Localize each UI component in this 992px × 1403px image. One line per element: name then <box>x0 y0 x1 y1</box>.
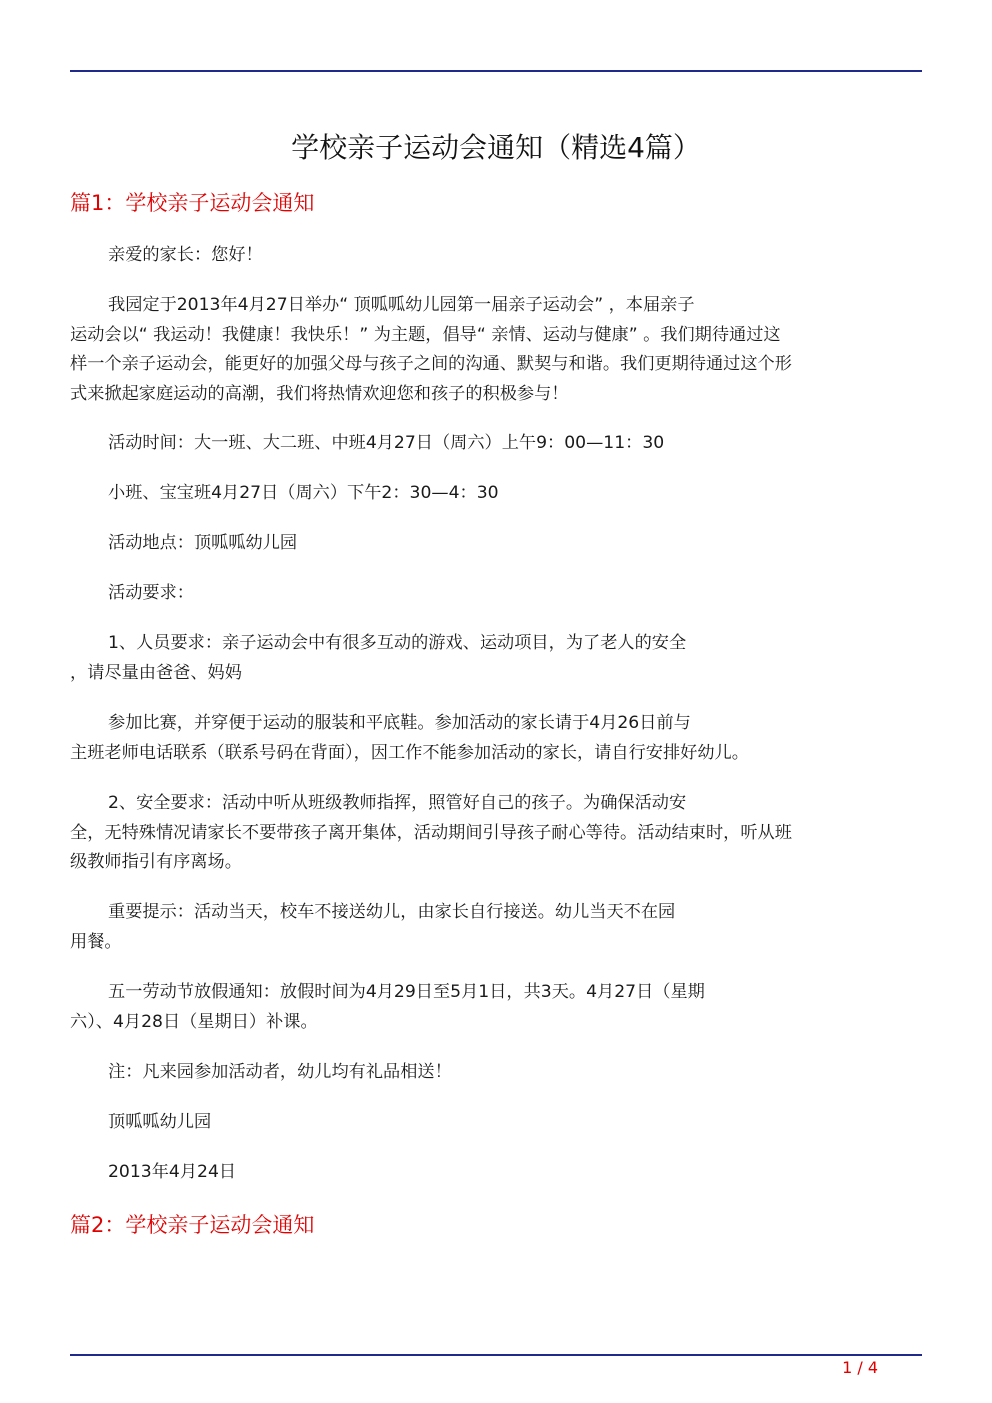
paragraph-greeting <box>70 241 915 271</box>
paragraph-line: 2013年4月24日 <box>108 1162 237 1182</box>
footer-rule <box>70 1354 922 1356</box>
paragraph-important-note <box>70 898 915 957</box>
paragraph-line: 全，无特殊情况请家长不要带孩子离开集体，活动期间引导孩子耐心等待。活动结束时，听从班 <box>70 822 792 843</box>
paragraph-requirements <box>70 579 915 609</box>
paragraph-requirement-2 <box>70 789 915 878</box>
document-title: 学校亲子运动会通知（精选4篇） <box>291 131 701 164</box>
paragraph-signature <box>70 1108 915 1138</box>
paragraph-line: 我园定于2013年4月27日举办“ 顶呱呱幼儿园第一届亲子运动会” ，本届亲子 <box>108 295 695 315</box>
header-rule <box>70 70 922 72</box>
section-heading-2: 篇2：学校亲子运动会通知 <box>70 1213 315 1237</box>
page-number: 1 / 4 <box>842 1358 878 1377</box>
paragraph-line: 2、安全要求：活动中听从班级教师指挥，照管好自己的孩子。为确保活动安 <box>108 793 687 813</box>
paragraph-line: 主班老师电话联系（联系号码在背面），因工作不能参加活动的家长，请自行安排好幼儿。 <box>70 742 749 763</box>
paragraph-line: 运动会以“ 我运动！我健康！我快乐！” 为主题，倡导“ 亲情、运动与健康” 。我们期待通过这 <box>70 324 781 345</box>
paragraph-line: 样一个亲子运动会，能更好的加强父母与孩子之间的沟通、默契与和谐。我们更期待通过这个形 <box>70 354 792 374</box>
paragraph-line: 用餐。 <box>70 931 122 952</box>
paragraph-location <box>70 529 915 559</box>
paragraph-participation <box>70 709 915 768</box>
paragraph-gift-note <box>70 1058 915 1088</box>
paragraph-line: 六）、4月28日（星期日）补课。 <box>70 1011 318 1032</box>
paragraph-line: 亲爱的家长：您好！ <box>108 245 263 265</box>
paragraph-time-small <box>70 479 915 509</box>
paragraph-line: 五一劳动节放假通知：放假时间为4月29日至5月1日，共3天。4月27日（星期 <box>108 982 705 1002</box>
paragraph-line: 活动时间：大一班、大二班、中班4月27日（周六）上午9：00—11：30 <box>108 433 665 453</box>
paragraph-holiday-notice <box>70 978 915 1037</box>
paragraph-line: 小班、宝宝班4月27日（周六）下午2：30—4：30 <box>108 483 499 503</box>
paragraph-time <box>70 429 915 459</box>
paragraph-requirement-1 <box>70 629 915 688</box>
paragraph-line: 参加比赛，并穿便于运动的服装和平底鞋。参加活动的家长请于4月26日前与 <box>108 713 691 733</box>
section-heading-1: 篇1：学校亲子运动会通知 <box>70 191 315 215</box>
paragraph-date <box>70 1158 915 1188</box>
paragraph-line: 注：凡来园参加活动者，幼儿均有礼品相送！ <box>108 1062 452 1082</box>
paragraph-line: 重要提示：活动当天，校车不接送幼儿，由家长自行接送。幼儿当天不在园 <box>108 902 676 922</box>
paragraph-line: ，请尽量由爸爸、妈妈 <box>70 662 242 683</box>
paragraph-line: 活动地点：顶呱呱幼儿园 <box>108 533 298 553</box>
paragraph-line: 1、人员要求：亲子运动会中有很多互动的游戏、运动项目，为了老人的安全 <box>108 633 687 653</box>
paragraph-line: 顶呱呱幼儿园 <box>108 1112 212 1132</box>
paragraph-line: 式来掀起家庭运动的高潮，我们将热情欢迎您和孩子的积极参与！ <box>70 383 569 404</box>
paragraph-line: 级教师指引有序离场。 <box>70 852 242 872</box>
paragraph-intro <box>70 291 915 409</box>
paragraph-line: 活动要求： <box>108 583 194 603</box>
